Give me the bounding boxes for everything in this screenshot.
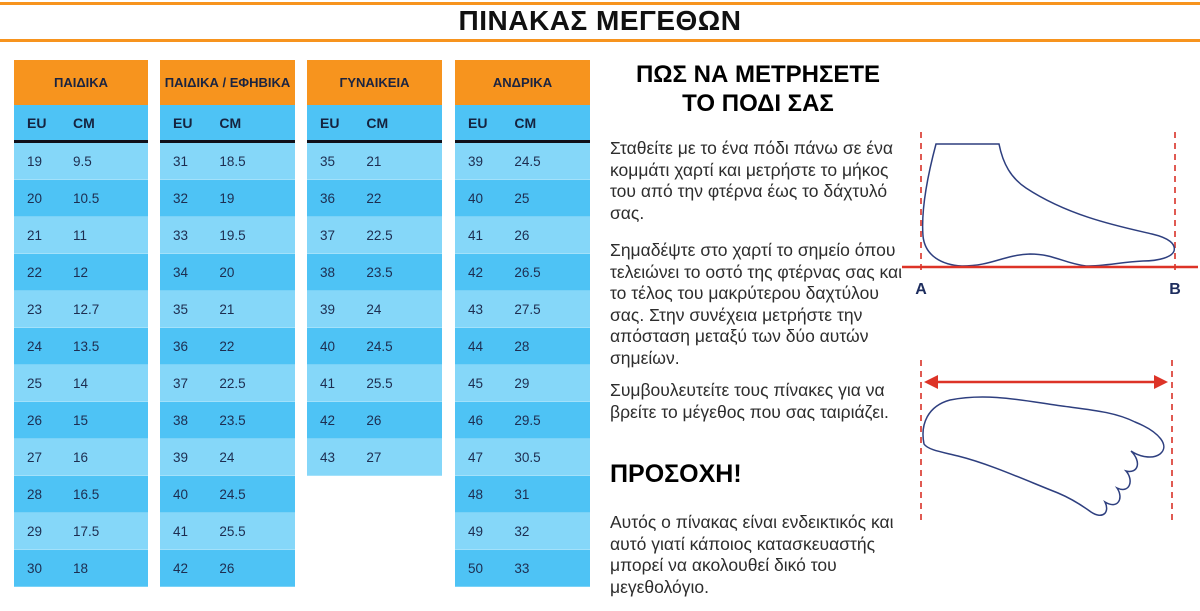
table-column-headers [160, 105, 295, 143]
size-row [160, 550, 295, 587]
instruction-paragraph-1: Σταθείτε με το ένα πόδι πάνω σε ένα κομμάτι χαρτί και μετρήστε το μήκος του από την φτέρνα έως το δάχτυλό σας. [610, 138, 893, 223]
table-category-header [307, 60, 442, 105]
foot-outline [923, 397, 1164, 515]
cm-size-value: 26.5 [514, 264, 541, 280]
cm-size-value: 16 [72, 449, 88, 465]
cm-size-value: 23.5 [219, 412, 246, 428]
eu-size-value: 19 [27, 153, 43, 169]
eu-size-value: 34 [173, 264, 189, 280]
cm-size-value: 27 [366, 449, 382, 465]
eu-size-value: 46 [468, 412, 484, 428]
eu-size-value: 40 [173, 486, 189, 502]
size-row [307, 365, 442, 402]
size-row [307, 291, 442, 328]
size-row [455, 180, 590, 217]
size-row [307, 217, 442, 254]
cm-size-value: 31 [514, 486, 530, 502]
howto-heading-line2: ΤΟ ΠΟΔΙ ΣΑΣ [682, 90, 834, 117]
measure-arrow [924, 375, 1168, 389]
cm-size-value: 26 [219, 560, 235, 576]
table-category-header [14, 60, 148, 105]
cm-size-value: 10.5 [72, 190, 100, 206]
size-row [160, 291, 295, 328]
cm-size-value: 22 [366, 190, 382, 206]
eu-size-value: 42 [173, 560, 189, 576]
table-category-label: ΓΥΝΑΙΚΕΙΑ [339, 75, 410, 90]
eu-size-value: 42 [320, 412, 336, 428]
size-row [14, 439, 148, 476]
cm-size-value: 25.5 [366, 375, 393, 391]
cm-size-value: 17.5 [72, 523, 100, 539]
eu-size-value: 28 [27, 486, 43, 502]
cm-size-value: 23.5 [366, 264, 393, 280]
table-column-headers [14, 105, 148, 143]
size-row [455, 254, 590, 291]
eu-size-value: 20 [27, 190, 43, 206]
size-row [307, 143, 442, 180]
size-row [160, 143, 295, 180]
size-row [160, 328, 295, 365]
cm-size-value: 26 [514, 227, 530, 243]
size-row [14, 328, 148, 365]
size-row [455, 476, 590, 513]
table-category-label: ΠΑΙΔΙΚΑ [53, 75, 109, 90]
size-row [455, 439, 590, 476]
eu-size-value: 43 [468, 301, 484, 317]
table-category-header [455, 60, 590, 105]
cm-size-value: 18 [72, 560, 88, 576]
cm-size-value: 9.5 [72, 153, 92, 169]
eu-size-value: 44 [468, 338, 484, 354]
cm-size-value: 29 [514, 375, 530, 391]
size-row [455, 143, 590, 180]
eu-size-value: 33 [173, 227, 189, 243]
eu-size-value: 32 [173, 190, 189, 206]
eu-size-value: 40 [320, 338, 336, 354]
size-row [14, 143, 148, 180]
page-title: ΠΙΝΑΚΑΣ ΜΕΓΕΘΩΝ [458, 5, 742, 36]
howto-heading-line1: ΠΩΣ ΝΑ ΜΕΤΡΗΣΕΤΕ [635, 61, 881, 88]
cm-size-value: 15 [72, 412, 88, 428]
eu-size-value: 26 [27, 412, 43, 428]
cm-size-value: 22.5 [219, 375, 246, 391]
eu-size-value: 42 [468, 264, 484, 280]
eu-column-header: EU [320, 114, 340, 131]
eu-size-value: 30 [27, 560, 43, 576]
eu-size-value: 43 [320, 449, 336, 465]
size-row [455, 402, 590, 439]
title-divider-line [0, 39, 1200, 42]
table-rows [307, 143, 442, 476]
cm-size-value: 21 [219, 301, 235, 317]
eu-size-value: 22 [27, 264, 43, 280]
eu-size-value: 41 [320, 375, 336, 391]
size-row [455, 513, 590, 550]
cm-size-value: 11 [72, 227, 87, 243]
size-row [160, 217, 295, 254]
size-table-women [307, 60, 442, 476]
cm-size-value: 21 [366, 153, 382, 169]
cm-size-value: 26 [366, 412, 382, 428]
size-row [307, 328, 442, 365]
table-column-headers [455, 105, 590, 143]
eu-column-header: EU [173, 114, 193, 131]
eu-size-value: 35 [173, 301, 189, 317]
cm-size-value: 28 [514, 338, 530, 354]
cm-size-value: 12.7 [72, 301, 100, 317]
size-row [455, 291, 590, 328]
size-row [160, 180, 295, 217]
cm-size-value: 24 [366, 301, 382, 317]
eu-size-value: 36 [173, 338, 189, 354]
size-row [14, 291, 148, 328]
size-row [455, 365, 590, 402]
size-row [307, 402, 442, 439]
cm-column-header: CM [514, 114, 537, 131]
cm-column-header: CM [72, 114, 95, 131]
instruction-paragraph-2: Σημαδέψτε στο χαρτί το σημείο όπου τελειώνει το οστό της φτέρνας σας και το τέλος του μακρύτερου δαχτύλου σας. Στην συνέχεια μετρήστε την απόσταση μεταξύ των δύο αυτών σημείων. [610, 240, 903, 368]
howto-heading [608, 60, 908, 118]
eu-size-value: 39 [320, 301, 336, 317]
eu-size-value: 23 [27, 301, 43, 317]
cm-size-value: 24 [219, 449, 235, 465]
size-table-kids-teens [160, 60, 295, 587]
eu-size-value: 29 [27, 523, 43, 539]
eu-column-header: EU [468, 114, 488, 131]
eu-size-value: 49 [468, 523, 484, 539]
size-row [307, 439, 442, 476]
cm-size-value: 24.5 [514, 153, 541, 169]
size-table-kids [14, 60, 148, 587]
eu-size-value: 37 [320, 227, 336, 243]
cm-size-value: 14 [72, 375, 88, 391]
cm-size-value: 25.5 [219, 523, 246, 539]
eu-size-value: 31 [173, 153, 189, 169]
table-column-headers [307, 105, 442, 143]
size-row [307, 254, 442, 291]
eu-size-value: 41 [468, 227, 484, 243]
table-rows [160, 143, 295, 587]
cm-size-value: 19 [219, 190, 235, 206]
cm-column-header: CM [219, 114, 242, 131]
eu-size-value: 38 [173, 412, 189, 428]
size-row [14, 476, 148, 513]
eu-size-value: 38 [320, 264, 336, 280]
cm-size-value: 16.5 [72, 486, 100, 502]
size-row [14, 254, 148, 291]
top-foot-diagram [900, 352, 1200, 532]
size-row [160, 254, 295, 291]
cm-size-value: 29.5 [514, 412, 541, 428]
eu-size-value: 39 [173, 449, 189, 465]
cm-size-value: 30.5 [514, 449, 541, 465]
size-row [14, 513, 148, 550]
cm-size-value: 24.5 [219, 486, 246, 502]
cm-size-value: 27.5 [514, 301, 541, 317]
eu-size-value: 48 [468, 486, 484, 502]
cm-size-value: 18.5 [219, 153, 246, 169]
eu-size-value: 24 [27, 338, 43, 354]
eu-size-value: 27 [27, 449, 43, 465]
size-row [160, 365, 295, 402]
eu-size-value: 39 [468, 153, 484, 169]
eu-size-value: 36 [320, 190, 336, 206]
point-a-label: A [915, 281, 927, 298]
size-row [160, 476, 295, 513]
size-row [14, 180, 148, 217]
size-row [455, 328, 590, 365]
size-row [14, 550, 148, 587]
table-rows [455, 143, 590, 587]
eu-size-value: 40 [468, 190, 484, 206]
eu-size-value: 35 [320, 153, 336, 169]
table-rows [14, 143, 148, 587]
cm-size-value: 32 [514, 523, 530, 539]
cm-size-value: 33 [514, 560, 530, 576]
eu-size-value: 45 [468, 375, 484, 391]
point-b-label: B [1169, 281, 1181, 298]
size-row [160, 513, 295, 550]
cm-size-value: 25 [514, 190, 530, 206]
cm-size-value: 24.5 [366, 338, 393, 354]
cm-size-value: 19.5 [219, 227, 246, 243]
eu-size-value: 50 [468, 560, 484, 576]
eu-size-value: 37 [173, 375, 189, 391]
table-category-label: ΑΝΔΡΙΚΑ [492, 75, 553, 90]
eu-column-header: EU [27, 114, 47, 131]
size-row [14, 365, 148, 402]
cm-size-value: 22 [219, 338, 235, 354]
cm-column-header: CM [366, 114, 389, 131]
size-row [14, 217, 148, 254]
cm-size-value: 22.5 [366, 227, 393, 243]
eu-size-value: 47 [468, 449, 484, 465]
eu-size-value: 21 [27, 227, 43, 243]
cm-size-value: 13.5 [72, 338, 100, 354]
table-category-header [160, 60, 295, 105]
size-row [160, 439, 295, 476]
size-row [14, 402, 148, 439]
cm-size-value: 12 [72, 264, 88, 280]
instruction-paragraph-3: Συμβουλευτείτε τους πίνακες για να βρείτε το μέγεθος που σας ταιριάζει. [610, 380, 889, 422]
cm-size-value: 20 [219, 264, 235, 280]
foot-outline [923, 144, 1175, 266]
side-foot-diagram [900, 122, 1200, 300]
size-row [307, 180, 442, 217]
eu-size-value: 25 [27, 375, 43, 391]
warning-heading: ΠΡΟΣΟΧΗ! [610, 460, 742, 488]
size-row [455, 217, 590, 254]
size-row [160, 402, 295, 439]
table-category-label: ΠΑΙΔΙΚΑ / ΕΦΗΒΙΚΑ [164, 75, 291, 90]
warning-paragraph: Αυτός ο πίνακας είναι ενδεικτικός και αυτό γιατί κάποιος κατασκευαστής μπορεί να ακολουθεί δικό του μεγεθολόγιο. [610, 512, 894, 597]
eu-size-value: 41 [173, 523, 189, 539]
size-table-men [455, 60, 590, 587]
size-row [455, 550, 590, 587]
